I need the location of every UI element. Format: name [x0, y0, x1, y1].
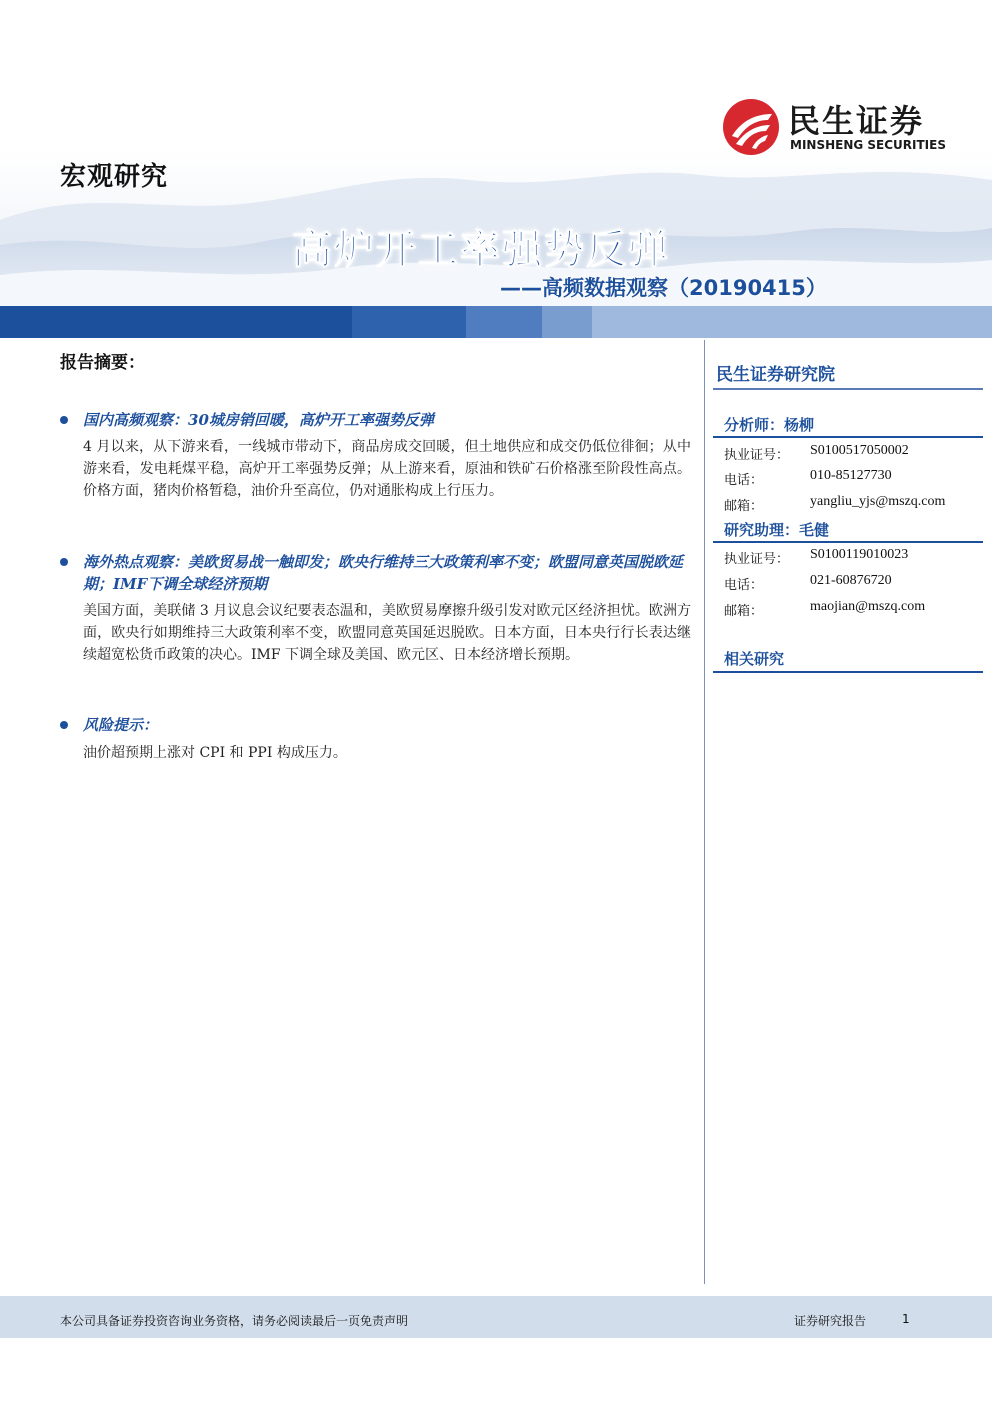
report-date: 2019 年 04 月 15 日: [652, 9, 817, 28]
company-logo: [722, 98, 952, 158]
analyst-phone-label: 电话：: [724, 473, 764, 488]
report-title: 高炉开工率强势反弹: [292, 227, 670, 273]
section-title: 风险提示：: [83, 716, 159, 734]
summary-heading: 报告摘要：: [60, 353, 145, 373]
assistant-heading: 研究助理：毛健: [724, 521, 830, 539]
analyst-heading: 分析师：杨柳: [724, 416, 815, 434]
assistant-email-value[interactable]: maojian@mszq.com: [810, 599, 926, 614]
section-body: 油价超预期上涨对 CPI 和 PPI 构成压力。: [83, 745, 347, 761]
footer-doc-type: 证券研究报告: [794, 1314, 867, 1328]
bullet-icon: [60, 721, 68, 729]
report-info-bar: [0, 306, 992, 338]
divider-line: [713, 388, 983, 390]
report-type-label: 宏观专题报告: [60, 9, 157, 28]
assistant-license-value: S0100119010023: [810, 547, 909, 562]
analyst-email-label: 邮箱：: [724, 499, 764, 514]
analyst-phone-value: 010-85127730: [810, 468, 892, 483]
analyst-license-label: 执业证号：: [724, 448, 790, 463]
analyst-email-value[interactable]: yangliu_yjs@mszq.com: [810, 494, 946, 509]
related-research-heading: 相关研究: [724, 650, 785, 668]
section-body: 4 月以来，从下游来看，一线城市带动下，商品房成交回暖，但土地供应和成交仍低位徘徊；从中游来看，发电耗煤平稳，高炉开工率强势反弹；从上游来看，原油和铁矿石价格涨至阶段性高点。价格方面，猪肉价格暂稳，油价升至高位，仍对通胀构成上行压力。: [83, 439, 691, 499]
assistant-email-label: 邮箱：: [724, 604, 764, 619]
analyst-license-value: S0100517050002: [810, 443, 909, 458]
report-subtitle: ——高频数据观察（20190415）: [500, 276, 827, 300]
bullet-icon: [60, 416, 68, 424]
section-title: 国内高频观察：30城房销回暖，高炉开工率强势反弹: [83, 411, 434, 429]
section-body: 美国方面，美联储 3 月议息会议纪要表态温和，美欧贸易摩擦升级引发对欧元区经济担忧。欧洲方面，欧央行如期维持三大政策利率不变，欧盟同意英国延迟脱欧。日本方面，日本央行行长表达继续超宽松货币政策的决心。IMF 下调全球及美国、欧元区、日本经济增长预期。: [83, 603, 691, 663]
section-title: 海外热点观察：美欧贸易战一触即发；欧央行维持三大政策利率不变；欧盟同意英国脱欧延期；IMF下调全球经济预期: [83, 553, 684, 593]
column-divider: [704, 340, 705, 1284]
assistant-phone-value: 021-60876720: [810, 573, 892, 588]
bullet-icon: [60, 558, 68, 566]
logo-text-cn: 民生证券: [788, 102, 925, 140]
institute-name: 民生证券研究院: [716, 365, 835, 385]
assistant-license-label: 执业证号：: [724, 552, 790, 567]
footer-disclaimer: 本公司具备证券投资咨询业务资格，请务必阅读最后一页免责声明: [60, 1314, 409, 1328]
divider-line: [713, 436, 983, 438]
research-category: 宏观研究: [60, 162, 169, 192]
divider-line: [713, 541, 983, 543]
minsheng-logo-icon: [722, 98, 780, 156]
assistant-phone-label: 电话：: [724, 578, 764, 593]
divider-line: [713, 671, 983, 673]
logo-text-en: MINSHENG SECURITIES: [790, 138, 946, 152]
page-number: 1: [902, 1312, 910, 1326]
